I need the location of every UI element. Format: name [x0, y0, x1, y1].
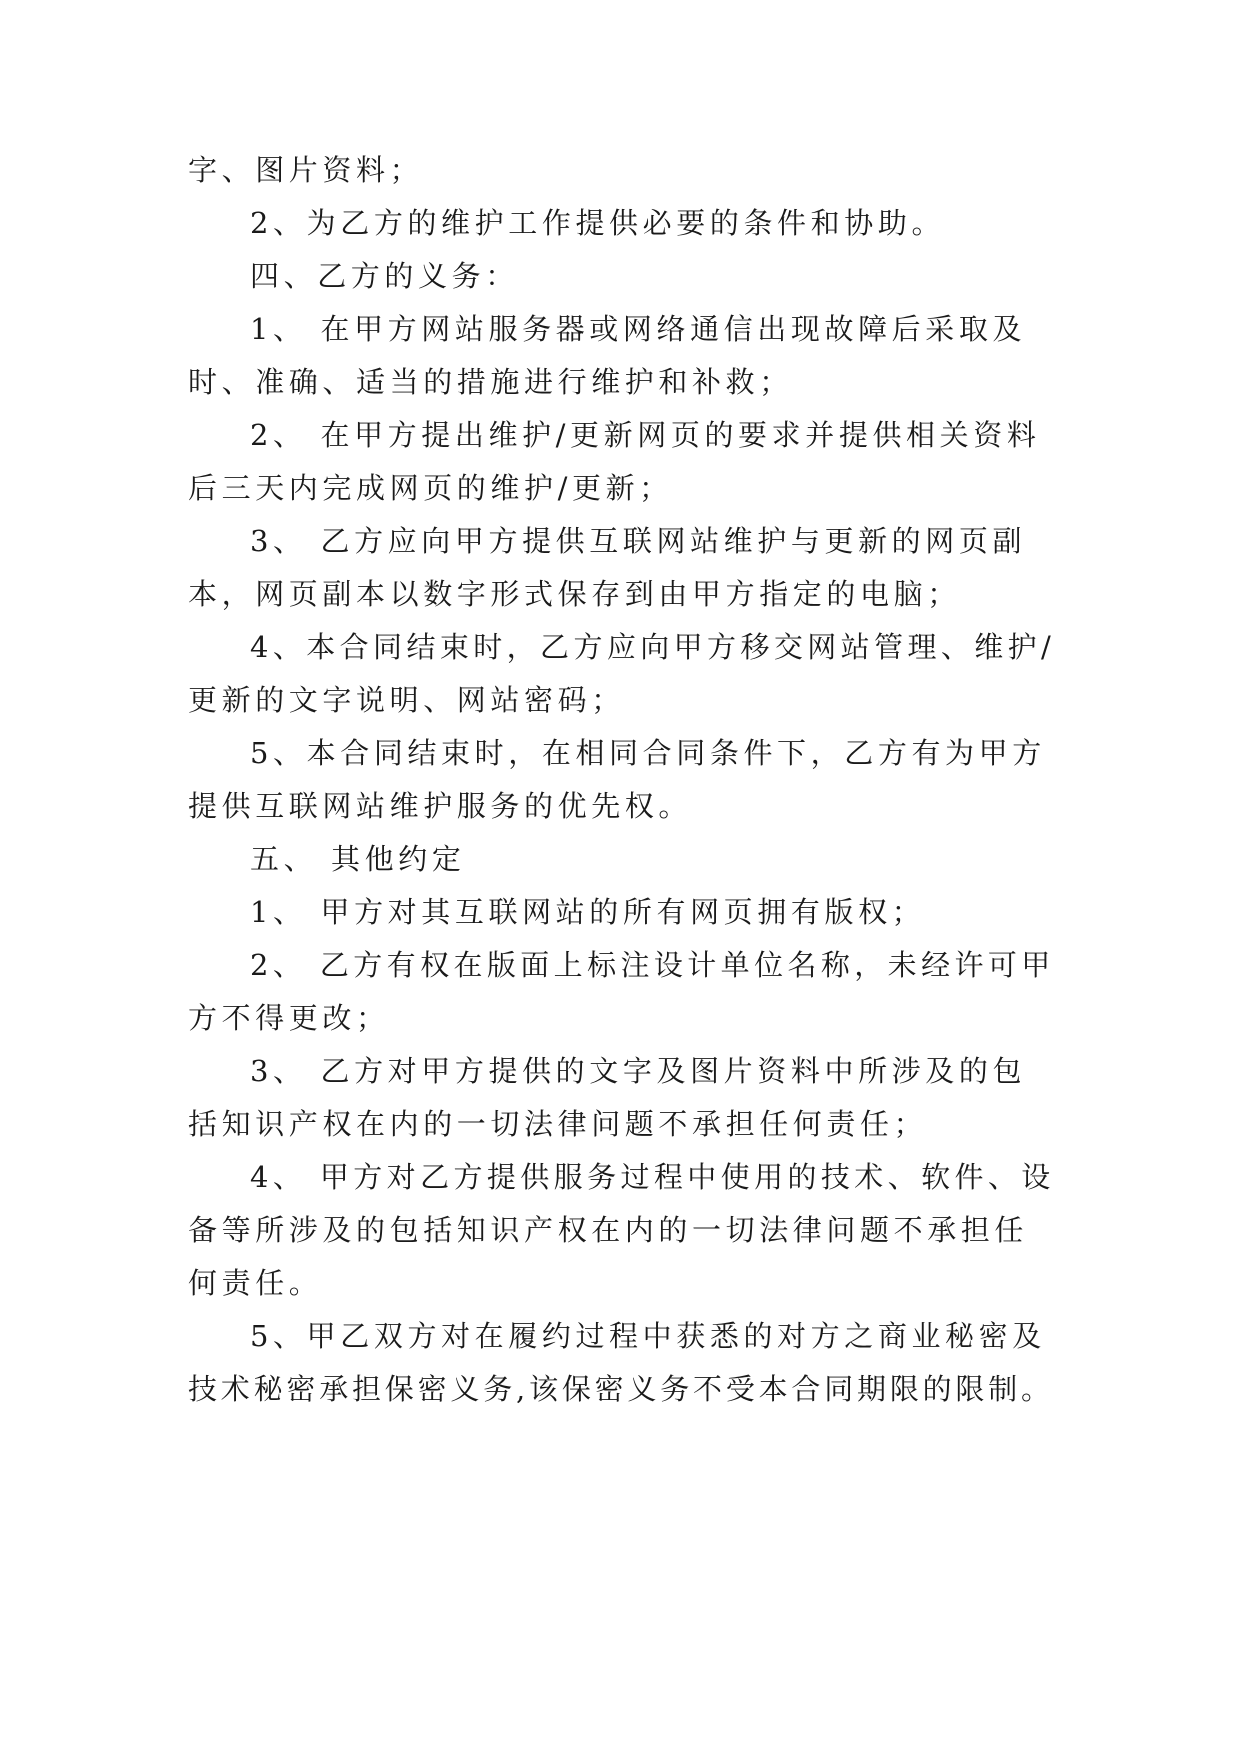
text-line: 2、 在甲方提出维护/更新网页的要求并提供相关资料 — [250, 418, 1041, 452]
text-line: 2、为乙方的维护工作提供必要的条件和协助。 — [250, 206, 946, 240]
text-line: 字、图片资料； — [188, 153, 424, 187]
section-heading: 四、乙方的义务： — [250, 259, 519, 293]
text-line: 4、 甲方对乙方提供服务过程中使用的技术、软件、设 — [250, 1160, 1055, 1194]
text-line: 括知识产权在内的一切法律问题不承担任何责任； — [188, 1107, 928, 1141]
text-line: 技术秘密承担保密义务,该保密义务不受本合同期限的限制。 — [188, 1372, 1054, 1406]
text-line: 备等所涉及的包括知识产权在内的一切法律问题不承担任 — [188, 1213, 1029, 1247]
text-line: 5、本合同结束时，在相同合同条件下，乙方有为甲方 — [250, 736, 1046, 770]
text-line: 何责任。 — [188, 1266, 323, 1300]
text-line: 3、 乙方对甲方提供的文字及图片资料中所涉及的包 — [250, 1054, 1027, 1088]
text-line: 1、 在甲方网站服务器或网络通信出现故障后采取及 — [250, 312, 1027, 346]
text-line: 2、 乙方有权在版面上标注设计单位名称，未经许可甲 — [250, 948, 1055, 982]
text-line: 提供互联网站维护服务的优先权。 — [188, 789, 693, 823]
text-line: 4、本合同结束时，乙方应向甲方移交网站管理、维护/ — [250, 630, 1056, 664]
text-line: 更新的文字说明、网站密码； — [188, 683, 625, 717]
text-line: 时、准确、适当的措施进行维护和补救； — [188, 365, 793, 399]
text-line: 后三天内完成网页的维护/更新； — [188, 471, 673, 505]
text-line: 3、 乙方应向甲方提供互联网站维护与更新的网页副 — [250, 524, 1027, 558]
text-line: 方不得更改； — [188, 1001, 390, 1035]
text-line: 1、 甲方对其互联网站的所有网页拥有版权； — [250, 895, 926, 929]
text-line: 5、甲乙双方对在履约过程中获悉的对方之商业秘密及 — [250, 1319, 1046, 1353]
section-heading: 五、 其他约定 — [250, 842, 466, 876]
text-line: 本，网页副本以数字形式保存到由甲方指定的电脑； — [188, 577, 961, 611]
